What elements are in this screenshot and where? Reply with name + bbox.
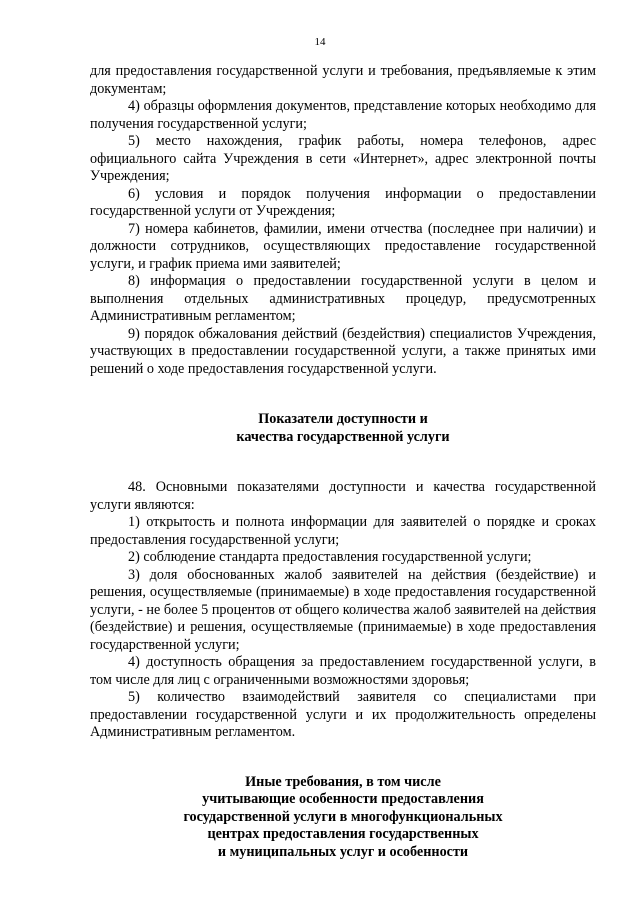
- indicator-item-1: 1) открытость и полнота информации для заявителей о порядке и сроках предоставления государственной услуги;: [90, 514, 596, 548]
- indicator-item-2: 2) соблюдение стандарта предоставления государственной услуги;: [128, 549, 532, 565]
- heading-line: Иные требования, в том числе: [245, 773, 441, 790]
- list-item-5: 5) место нахождения, график работы, номера телефонов, адрес официального сайта Учреждения в сети «Интернет», адрес электронной почты Учреждения;: [90, 133, 596, 184]
- page-content: [90, 63, 596, 861]
- heading-line: центрах предоставления государственных: [207, 826, 479, 842]
- section-heading-other-requirements: [90, 774, 596, 862]
- list-item-7: 7) номера кабинетов, фамилии, имени отчества (последнее при наличии) и должности сотрудников, осуществляющих предоставление государственной услуги, и график приема ими заявителей;: [90, 220, 596, 272]
- page-number: 14: [314, 36, 326, 48]
- section-heading-accessibility: [90, 411, 596, 446]
- indicator-item-5: 5) количество взаимодействий заявителя со специалистами при предоставлении государственной услуги и их продолжительность определены Административным регламентом.: [90, 689, 596, 740]
- paragraph-continuation: для предоставления государственной услуги и требования, предъявляемые к этим документам;: [90, 63, 596, 97]
- heading-line: и муниципальных услуг и особенности: [217, 843, 469, 860]
- heading-line: государственной услуги в многофункциональных: [183, 808, 503, 825]
- list-item-6: 6) условия и порядок получения информации о предоставлении государственной услуги от Учреждения;: [90, 185, 596, 219]
- list-item-9: 9) порядок обжалования действий (бездействия) специалистов Учреждения, участвующих в предоставлении государственной услуги, а также принятых ими решений о ходе предоставления государственной услуги.: [90, 325, 596, 377]
- clause-48: 48. Основными показателями доступности и качества государственной услуги являются:: [90, 479, 596, 513]
- heading-line: Показатели доступности и: [258, 411, 428, 427]
- heading-line: качества государственной услуги: [236, 428, 450, 445]
- heading-line: учитывающие особенности предоставления: [202, 791, 484, 807]
- indicator-item-3: 3) доля обоснованных жалоб заявителей на действия (бездействие) и решения, осуществляемые (принимаемые) в ходе предоставления государственной услуги, - не более 5 процентов от общего количества жалоб заявителей на действия (бездействие) и решения, осуществляемые (принимаемые) в ходе предоставления государственной услуги;: [90, 566, 596, 653]
- list-item-4: 4) образцы оформления документов, представление которых необходимо для получения государственной услуги;: [90, 98, 596, 132]
- list-item-8: 8) информация о предоставлении государственной услуги в целом и выполнения отдельных административных процедур, предусмотренных Административным регламентом;: [90, 273, 596, 324]
- indicator-item-4: 4) доступность обращения за предоставлением государственной услуги, в том числе для лиц с ограниченными возможностями здоровья;: [90, 654, 596, 688]
